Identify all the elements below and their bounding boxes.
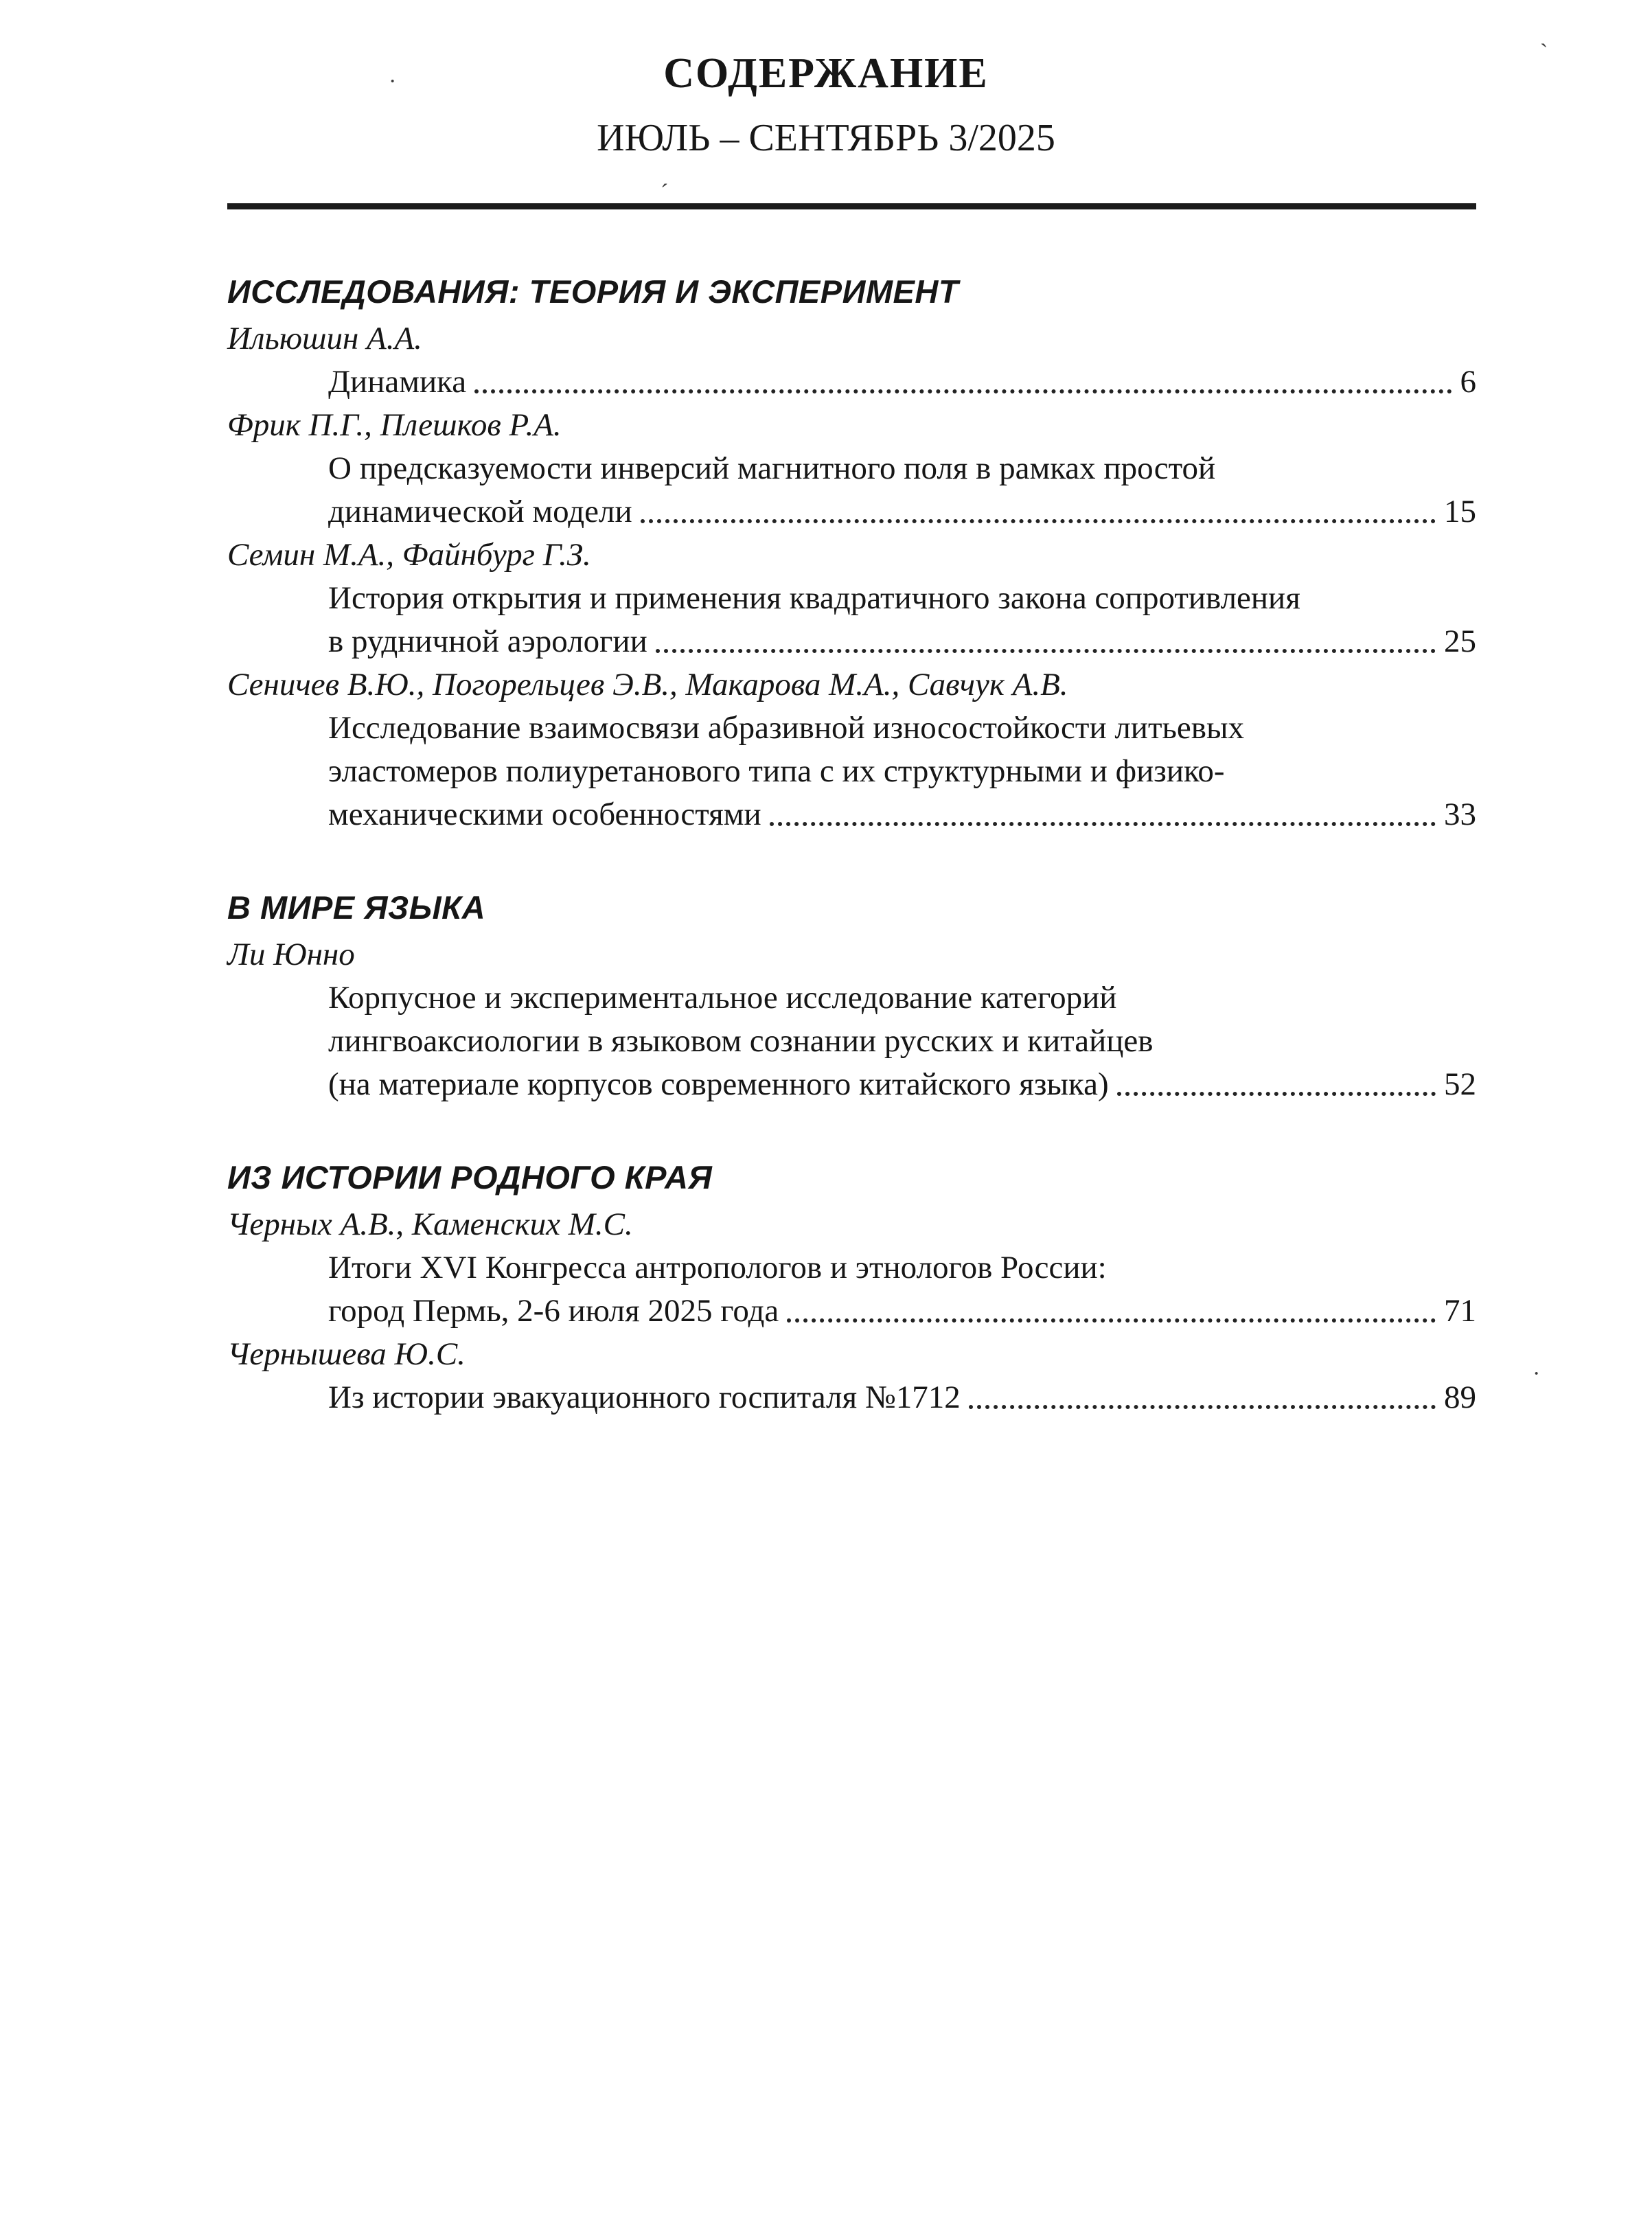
entry-title-line: Исследование взаимосвязи абразивной износостойкости литьевых [328,709,1245,746]
entry-authors: Ильюшин А.А. [227,320,422,356]
toc-entry [227,317,1476,404]
entry-authors: Сеничев В.Ю., Погорельцев Э.В., Макарова М.А., Савчук А.В. [227,666,1068,702]
scan-speck: ´ [661,180,669,205]
toc-section-language [227,886,1476,1106]
page-number: 25 [1444,623,1476,659]
entry-title-line: Корпусное и экспериментальное исследование категорий [328,979,1117,1016]
entry-authors: Фрик П.Г., Плешков Р.А. [227,407,562,443]
dot-leader [647,620,1444,663]
toc-row [227,620,1476,663]
page-number: 89 [1444,1379,1476,1415]
entry-title-line: в рудничной аэрологии [328,623,647,659]
section-heading: ИЗ ИСТОРИИ РОДНОГО КРАЯ [227,1158,713,1195]
entry-title-line: город Пермь, 2-6 июля 2025 года [328,1292,779,1329]
toc-row [227,793,1476,836]
entry-title-line: (на материале корпусов современного китайского языка) [328,1066,1109,1102]
toc-entry [227,933,1476,1106]
toc-section-research [227,270,1476,836]
dot-leader [761,793,1444,836]
entry-authors: Ли Юнно [227,936,355,972]
table-of-contents [227,270,1476,1419]
entry-authors: Семин М.А., Файнбург Г.З. [227,536,591,573]
toc-section-local-history [227,1156,1476,1419]
entry-title-line: Итоги XVI Конгресса антропологов и этнологов России: [328,1249,1107,1285]
dot-leader [1109,1063,1444,1106]
page-header [0,0,1652,161]
toc-row [227,1063,1476,1106]
dot-leader [961,1376,1444,1419]
toc-entry [227,663,1476,836]
page-number: 52 [1444,1066,1476,1102]
page-number: 15 [1444,493,1476,529]
entry-title-line: лингвоаксиологии в языковом сознании русских и китайцев [328,1022,1154,1059]
entry-title-line: Из истории эвакуационного госпиталя №1712 [328,1379,961,1415]
entry-title-line: механическими особенностями [328,796,761,832]
entry-title-line: динамической модели [328,493,632,529]
scan-speck: · [1533,1361,1541,1386]
divider-rule [227,203,1476,209]
entry-title-line: эластомеров полиуретанового типа с их структурными и физико- [328,753,1225,789]
page-subtitle: ИЮЛЬ – СЕНТЯБРЬ 3/2025 [597,117,1055,160]
entry-authors: Чернышева Ю.С. [227,1336,466,1372]
toc-row [227,1290,1476,1333]
scan-speck: · [389,69,397,94]
scan-speck: ` [1540,40,1548,65]
toc-row [227,1376,1476,1419]
dot-leader [779,1290,1444,1333]
toc-entry [227,1203,1476,1333]
entry-title-line: О предсказуемости инверсий магнитного поля в рамках простой [328,450,1216,486]
dot-leader [466,361,1460,404]
page-number: 71 [1444,1292,1476,1329]
section-heading: ИССЛЕДОВАНИЯ: ТЕОРИЯ И ЭКСПЕРИМЕНТ [227,273,959,310]
entry-authors: Черных А.В., Каменских М.С. [227,1206,633,1242]
toc-row [227,490,1476,534]
entry-title-line: История открытия и применения квадратичного закона сопротивления [328,580,1300,616]
toc-entry [227,1333,1476,1419]
toc-entry [227,534,1476,663]
toc-entry [227,404,1476,534]
entry-title-line: Динамика [328,363,467,400]
dot-leader [632,490,1444,534]
toc-row [227,361,1476,404]
page-title: СОДЕРЖАНИЕ [663,50,989,97]
page-number: 6 [1460,363,1476,400]
page-number: 33 [1444,796,1476,832]
section-heading: В МИРЕ ЯЗЫКА [227,889,486,926]
